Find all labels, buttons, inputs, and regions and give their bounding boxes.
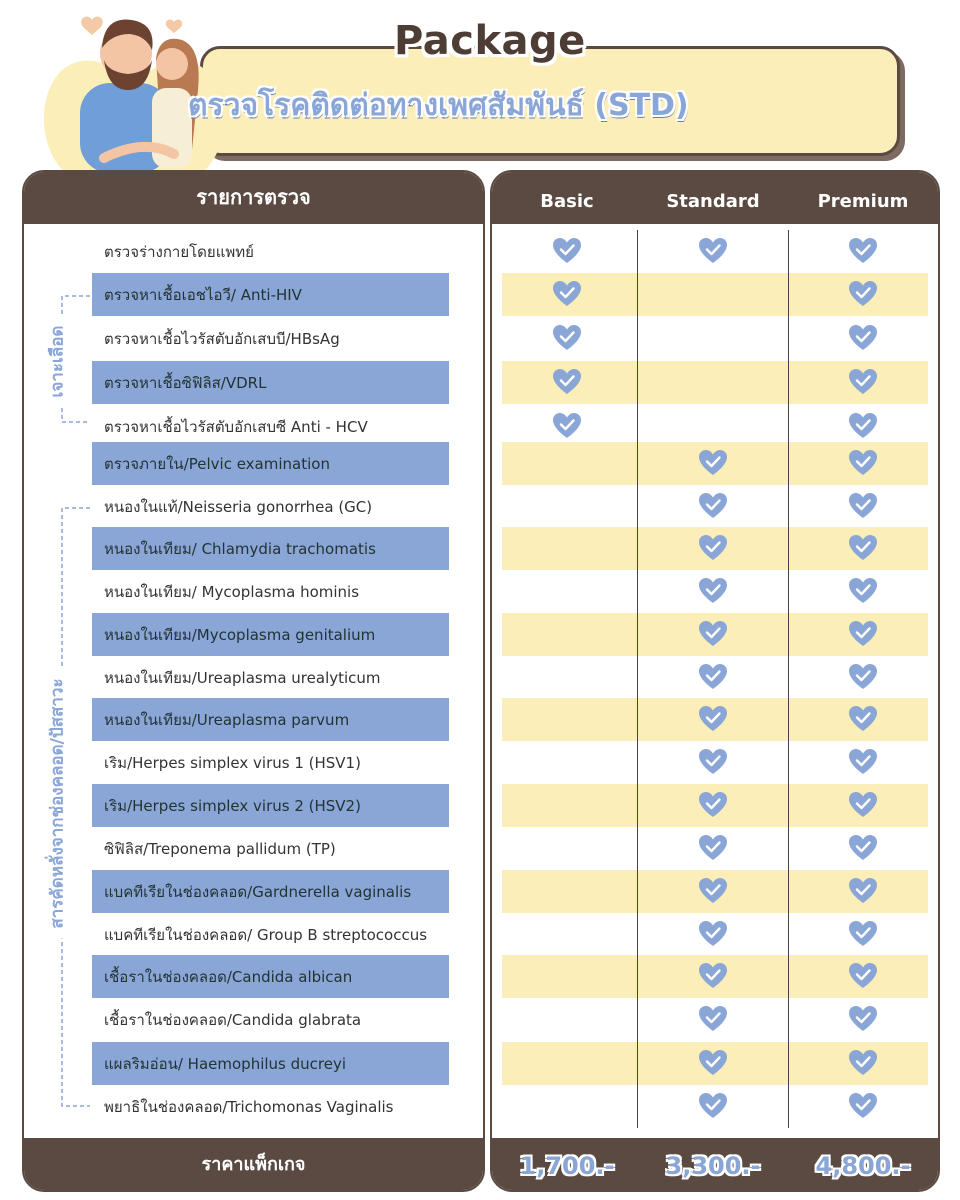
price-premium: 4,800.- [815,1152,911,1180]
heart-check-icon [552,237,582,265]
test-item: เชื้อราในช่องคลอด/Candida glabrata [104,1011,362,1029]
test-item: เริม/Herpes simplex virus 1 (HSV1) [104,754,361,772]
test-item: ตรวจร่างกายโดยแพทย์ [104,243,254,261]
heart-check-icon [848,324,878,352]
heart-check-icon [698,834,728,862]
test-item: ตรวจหาเชื้อเอชไอวี/ Anti-HIV [92,273,449,316]
package-label: Package [394,18,586,64]
heart-check-icon [698,237,728,265]
heart-check-icon [848,663,878,691]
price-row [492,1138,938,1190]
test-item: แบคทีเรียในช่องคลอด/Gardnerella vaginalis [92,870,449,913]
test-item: หนองในแท้/Neisseria gonorrhea (GC) [104,498,373,516]
plan-comparison-panel [490,170,940,1192]
heart-check-icon [848,368,878,396]
heart-check-icon [848,412,878,440]
group-label-swab: สารคัดหลั่งจากช่องคลอด/ปัสสาวะ [44,669,71,939]
test-item: พยาธิในช่องคลอด/Trichomonas Vaginalis [104,1098,394,1116]
heart-check-icon [848,449,878,477]
test-item: เริม/Herpes simplex virus 2 (HSV2) [92,784,449,827]
column-divider [788,230,789,1128]
heart-check-icon [698,534,728,562]
heart-check-icon [848,1092,878,1120]
heart-check-icon [552,412,582,440]
test-item: ตรวจหาเชื้อไวรัสตับอักเสบซี Anti - HCV [104,418,368,436]
heart-check-icon [552,324,582,352]
heart-check-icon [698,1049,728,1077]
column-divider [637,230,638,1128]
test-item: หนองในเทียม/ Mycoplasma hominis [104,583,360,601]
test-item: หนองในเทียม/Ureaplasma urealyticum [104,669,381,687]
test-item: หนองในเทียม/ Chlamydia trachomatis [92,527,449,570]
price-basic: 1,700.- [519,1152,615,1180]
test-item: ซิฟิลิส/Treponema pallidum (TP) [104,840,336,858]
test-list-heading: รายการตรวจ [24,172,483,224]
heart-check-icon [848,920,878,948]
price-standard: 3,300.- [665,1152,761,1180]
heart-check-icon [848,492,878,520]
heart-check-icon [848,237,878,265]
heart-check-icon [848,1049,878,1077]
heart-check-icon [848,620,878,648]
plan-name-standard: Standard [666,191,760,212]
package-price-label: ราคาแพ็กเกจ [24,1138,483,1190]
page-title: ตรวจโรคติดต่อทางเพศสัมพันธ์ (STD) [188,88,689,123]
heart-check-icon [848,577,878,605]
test-item: หนองในเทียม/Ureaplasma parvum [92,698,449,741]
heart-check-icon [698,1005,728,1033]
plan-heading-row [492,172,938,224]
heart-check-icon [698,962,728,990]
heart-check-icon [698,449,728,477]
heart-check-icon [698,492,728,520]
test-item: แบคทีเรียในช่องคลอด/ Group B streptococcus [104,926,428,944]
heart-check-icon [848,534,878,562]
heart-check-icon [698,663,728,691]
heart-check-icon [848,877,878,905]
heart-check-icon [698,748,728,776]
plan-name-basic: Basic [540,191,594,212]
test-item: แผลริมอ่อน/ Haemophilus ducreyi [92,1042,449,1085]
heart-check-icon [698,920,728,948]
heart-check-icon [848,705,878,733]
heart-check-icon [698,1092,728,1120]
heart-check-icon [698,620,728,648]
heart-check-icon [848,1005,878,1033]
heart-check-icon [698,705,728,733]
test-item: ตรวจภายใน/Pelvic examination [92,442,449,485]
heart-check-icon [848,791,878,819]
heart-check-icon [848,748,878,776]
plan-name-premium: Premium [817,191,909,212]
heart-check-icon [698,791,728,819]
heart-check-icon [552,280,582,308]
heart-check-icon [552,368,582,396]
test-item: ตรวจหาเชื้อไวรัสตับอักเสบบี/HBsAg [104,330,340,348]
test-item: เชื้อราในช่องคลอด/Candida albican [92,955,449,998]
test-item: ตรวจหาเชื้อซิฟิลิส/VDRL [92,361,449,404]
group-label-blood: เจาะเลือด [44,317,71,407]
heart-check-icon [698,877,728,905]
heart-check-icon [848,962,878,990]
heart-check-icon [848,834,878,862]
heart-check-icon [848,280,878,308]
heart-check-icon [698,577,728,605]
test-item: หนองในเทียม/Mycoplasma genitalium [92,613,449,656]
